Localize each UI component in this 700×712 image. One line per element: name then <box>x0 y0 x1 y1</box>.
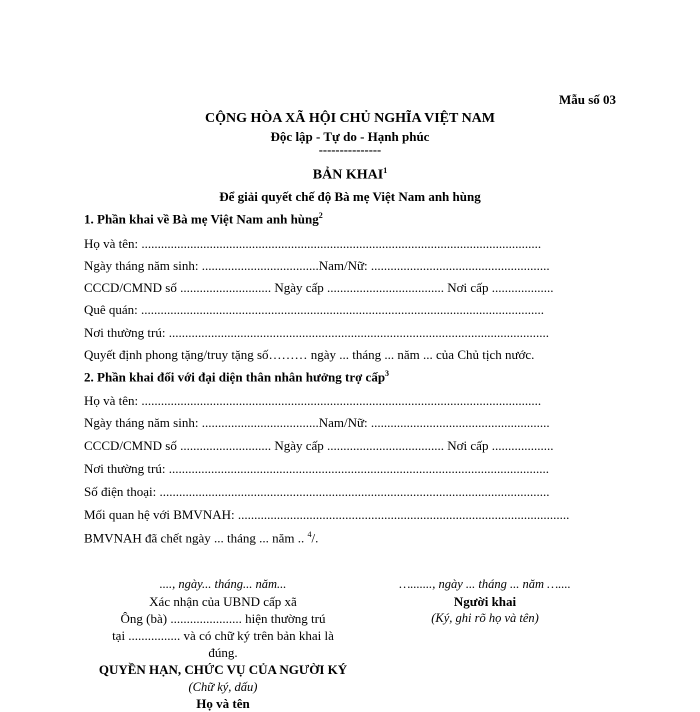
s2-birth-gender-field: Ngày tháng năm sinh: ....................................Nam/Nữ: ....................................................... <box>84 415 550 430</box>
confirmation-line-2: tại ................ và có chữ ký trên bản khai là <box>112 628 334 643</box>
footnote-3: 3 <box>385 369 390 378</box>
s2-full-name-field: Họ và tên: ........................................................................................................................... <box>84 393 542 408</box>
s2-relationship-field: Mối quan hệ với BMVNAH: ...................................................................................................... <box>84 507 570 522</box>
commune-confirmation-title: Xác nhận của UBND cấp xã <box>149 594 297 609</box>
document-subtitle: Để giải quyết chế độ Bà mẹ Việt Nam anh hùng <box>219 189 481 204</box>
right-date: …......., ngày ... tháng ... năm ….... <box>399 577 571 591</box>
s1-residence-field: Nơi thường trú: ..................................................................................................................... <box>84 325 549 340</box>
section1-heading <box>84 211 323 227</box>
s2-phone-field: Số điện thoại: ........................................................................................................................ <box>84 484 550 499</box>
document-title <box>0 166 700 184</box>
header-divider: --------------- <box>318 143 382 157</box>
right-sign-hint: (Ký, ghi rõ họ và tên) <box>431 611 539 625</box>
death-date-end: /. <box>311 530 319 546</box>
section1-heading-text: 1. Phần khai về Bà mẹ Việt Nam anh hùng <box>84 211 319 227</box>
s2-id-card-field: CCCD/CMND số ............................ Ngày cấp .................................... Nơi cấp ................... <box>84 438 554 453</box>
national-motto: Độc lập - Tự do - Hạnh phúc <box>270 129 430 144</box>
s1-decision-field: Quyết định phong tặng/truy tặng số……… ngày ... tháng ... năm ... của Chủ tịch nước. <box>84 347 535 362</box>
left-sign-hint: (Chữ ký, dấu) <box>188 680 258 694</box>
signer-authority: QUYỀN HẠN, CHỨC VỤ CỦA NGƯỜI KÝ <box>98 662 348 677</box>
signer-name-label: Họ và tên <box>196 696 250 711</box>
s1-full-name-field: Họ và tên: ........................................................................................................................... <box>84 236 542 251</box>
s1-id-card-field: CCCD/CMND số ............................ Ngày cấp .................................... Nơi cấp ................... <box>84 280 554 295</box>
document-title-text: BẢN KHAI <box>312 167 384 183</box>
left-date: ...., ngày... tháng... năm... <box>159 577 287 591</box>
confirmation-line-1: Ông (bà) ...................... hiện thường trú <box>120 611 326 626</box>
s1-birth-gender-field: Ngày tháng năm sinh: ....................................Nam/Nữ: ....................................................... <box>84 258 550 273</box>
s2-death-date-field <box>84 530 318 546</box>
declarant-label: Người khai <box>453 594 517 609</box>
form-number: Mẫu số 03 <box>558 92 616 107</box>
section2-heading <box>84 369 389 385</box>
s2-residence-field: Nơi thường trú: ..................................................................................................................... <box>84 461 549 476</box>
country-name: CỘNG HÒA XÃ HỘI CHỦ NGHĨA VIỆT NAM <box>204 111 495 126</box>
footnote-4: 4 <box>307 530 312 539</box>
declarant-block <box>360 576 610 627</box>
confirmation-line-3: đúng. <box>208 645 238 660</box>
s1-hometown-field: Quê quán: ............................................................................................................................ <box>84 302 545 317</box>
footnote-1: 1 <box>383 166 388 175</box>
footnote-2: 2 <box>318 211 323 220</box>
section2-heading-text: 2. Phần khai đối với đại diện thân nhân hưởng trợ cấp <box>84 369 386 385</box>
commune-confirmation-block <box>78 576 368 712</box>
death-date-text: BMVNAH đã chết ngày ... tháng ... năm .. <box>84 530 308 546</box>
